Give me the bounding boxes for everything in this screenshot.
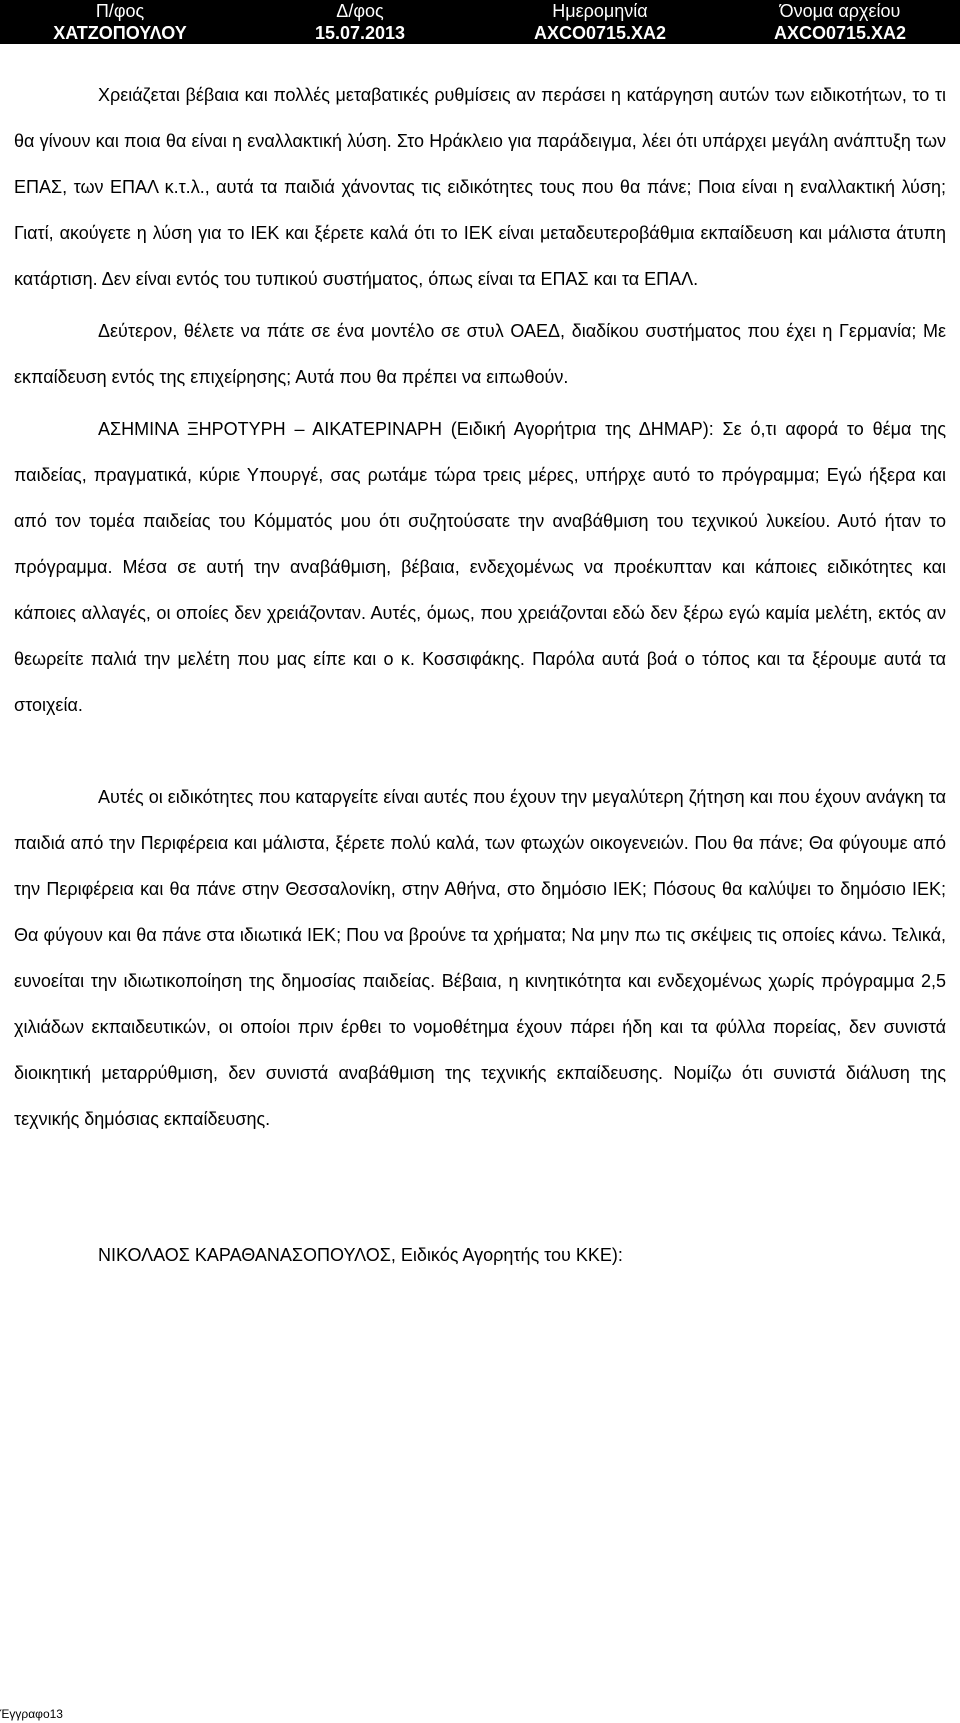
header-cell-corrector <box>240 0 480 44</box>
paragraph-3: ΑΣΗΜΙΝΑ ΞΗΡΟΤΥΡΗ – ΑΙΚΑΤΕΡΙΝΑΡΗ (Ειδική Αγορήτρια της ΔΗΜΑΡ): Σε ό,τι αφορά το θέμα της παιδείας, πραγματικά, κύριε Υπουργέ, σας ρωτάμε τώρα τρεις μέρες, υπήρχε αυτό το πρόγραμμα; Εγώ ήξερα και από τον τομέα παιδείας του Κόμματός μου ότι συζητούσατε την αναβάθμιση του τεχνικού λυκείου. Αυτό ήταν το πρόγραμμα. Μέσα σε αυτή την αναβάθμιση, βέβαια, ενδεχομένως να προέκυπταν και κάποιες ειδικότητες και κάποιες αλλαγές, οι οποίες δεν χρειάζονταν. Αυτές, όμως, που χρειάζονται εδώ δεν ξέρω εγώ καμία μελέτη, εκτός αν θεωρείτε παλιά την μελέτη που μας είπε και ο κ. Κοσσιφάκης. Παρόλα αυτά βοά ο τόπος και τα ξέρουμε αυτά τα στοιχεία. <box>14 419 946 715</box>
document-header <box>0 0 960 44</box>
paragraph-4: Αυτές οι ειδικότητες που καταργείτε είναι αυτές που έχουν την μεγαλύτερη ζήτηση και που έχουν ανάγκη τα παιδιά από την Περιφέρεια και μάλιστα, ξέρετε πολύ καλά, των φτωχών οικογενειών. Που θα πάνε; Θα φύγουμε από την Περιφέρεια και θα πάνε στην Θεσσαλονίκη, στην Αθήνα, στο δημόσιο ΙΕΚ; Πόσους θα καλύψει το δημόσιο ΙΕΚ; Θα φύγουν και θα πάνε στα ιδιωτικά ΙΕΚ; Που να βρούνε τα χρήματα; Να μην πω τις σκέψεις τις οποίες κάνω. Τελικά, ευνοείται την ιδιωτικοποίηση της δημοσίας παιδείας. Βέβαια, η κινητικότητα και ενδεχομένως χωρίς πρόγραμμα 2,5 χιλιάδων εκπαιδευτικών, οι οποίοι πριν έρθει το νομοθέτημα έχουν πάρει ήδη και τα φύλλα πορείας, δεν συνιστά διοικητική μεταρρύθμιση, δεν συνιστά αναβάθμιση της τεχνικής εκπαίδευσης. Νομίζω ότι συνιστά διάλυση της τεχνικής δημόσιας εκπαίδευσης. <box>14 787 946 1129</box>
footer-document-name: Έγγραφο13 <box>0 1707 63 1721</box>
header-value-typist: ΧΑΤΖΟΠΟΥΛΟΥ <box>53 23 187 43</box>
header-cell-filename <box>720 0 960 44</box>
paragraph-1: Χρειάζεται βέβαια και πολλές μεταβατικές ρυθμίσεις αν περάσει η κατάργηση αυτών των ειδικοτήτων, το τι θα γίνουν και ποια θα είναι η εναλλακτική λύση. Στο Ηράκλειο για παράδειγμα, λέει ότι υπάρχει μεγάλη ανάπτυξη των ΕΠΑΣ, των ΕΠΑΛ κ.τ.λ., αυτά τα παιδιά χάνοντας τις ειδικότητες τους που θα πάνε; Ποια είναι η εναλλακτική λύση; Γιατί, ακούγετε η λύση για το ΙΕΚ και ξέρετε καλά ότι το ΙΕΚ είναι μεταδευτεροβάθμια εκπαίδευση και μάλιστα άτυπη κατάρτιση. Δεν είναι εντός του τυπικού συστήματος, όπως είναι τα ΕΠΑΣ και τα ΕΠΑΛ. <box>14 85 946 289</box>
header-value-filename: ΑΧCO0715.ΧΑ2 <box>773 23 907 43</box>
document-body <box>14 72 946 1278</box>
header-label-typist: Π/φος <box>95 1 145 21</box>
header-cell-date <box>480 0 720 44</box>
header-label-filename: Όνομα αρχείου <box>779 1 901 21</box>
header-value-corrector: 15.07.2013 <box>314 23 406 43</box>
paragraph-5: ΝΙΚΟΛΑΟΣ ΚΑΡΑΘΑΝΑΣΟΠΟΥΛΟΣ, Ειδικός Αγορητής του ΚΚΕ): <box>98 1245 623 1265</box>
header-label-date: Ημερομηνία <box>552 1 648 21</box>
header-label-corrector: Δ/φος <box>336 1 384 21</box>
header-cell-typist <box>0 0 240 44</box>
header-value-date: ΑΧCO0715.ΧΑ2 <box>533 23 667 43</box>
paragraph-2: Δεύτερον, θέλετε να πάτε σε ένα μοντέλο σε στυλ ΟΑΕΔ, διαδίκου συστήματος που έχει η Γερμανία; Με εκπαίδευση εντός της επιχείρησης; Αυτά που θα πρέπει να ειπωθούν. <box>14 321 946 387</box>
